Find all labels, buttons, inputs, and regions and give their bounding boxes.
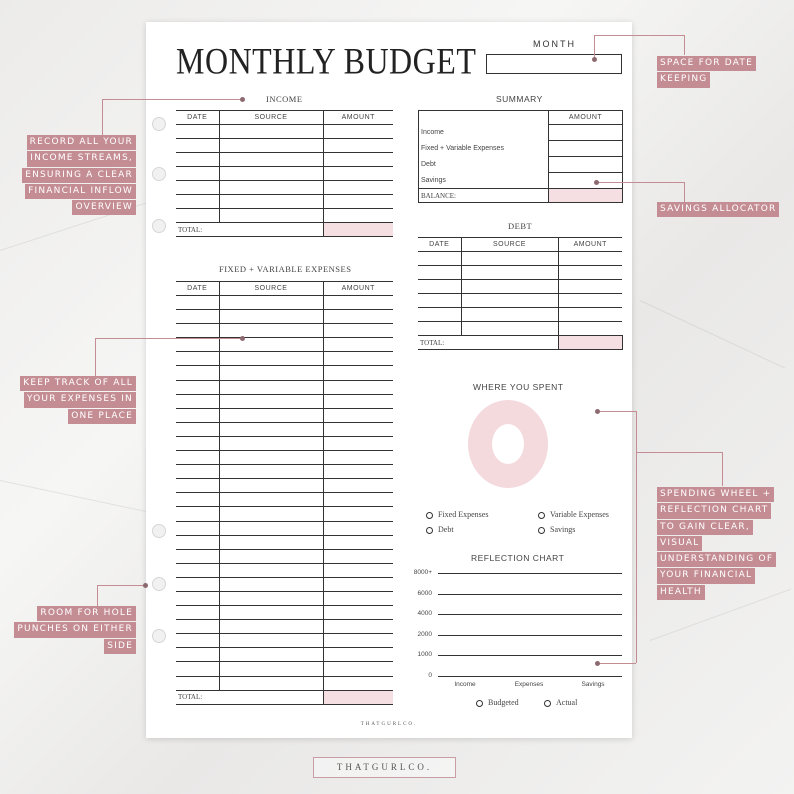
table-row[interactable] bbox=[176, 662, 393, 676]
spending-wheel bbox=[468, 400, 548, 488]
table-row[interactable] bbox=[176, 648, 393, 662]
punch-hole bbox=[152, 117, 166, 131]
table-row[interactable] bbox=[176, 591, 393, 605]
table-row[interactable] bbox=[176, 125, 393, 139]
table-row[interactable] bbox=[176, 606, 393, 620]
summary-income-field[interactable] bbox=[549, 125, 623, 141]
callout-line: UNDERSTANDING OF bbox=[657, 552, 776, 567]
callout-line: HEALTH bbox=[657, 585, 705, 600]
table-row[interactable] bbox=[176, 479, 393, 493]
table-row[interactable] bbox=[418, 252, 622, 266]
radio-circle-icon bbox=[538, 512, 545, 519]
expenses-title: FIXED + VARIABLE EXPENSES bbox=[219, 264, 352, 274]
callout-line: OVERVIEW bbox=[72, 200, 136, 215]
table-row[interactable] bbox=[176, 521, 393, 535]
debt-title: DEBT bbox=[508, 221, 533, 231]
summary-title: SUMMARY bbox=[496, 94, 543, 104]
legend-label: Actual bbox=[556, 698, 578, 707]
callout-line: RECORD ALL YOUR bbox=[27, 135, 136, 150]
summary-row-debt: Debt bbox=[419, 157, 549, 173]
table-row[interactable] bbox=[176, 549, 393, 563]
legend-savings[interactable] bbox=[538, 525, 575, 534]
budget-page bbox=[146, 22, 632, 738]
table-row[interactable] bbox=[176, 167, 393, 181]
table-row[interactable] bbox=[176, 352, 393, 366]
radio-circle-icon bbox=[426, 527, 433, 534]
punch-hole bbox=[152, 629, 166, 643]
summary-expenses-field[interactable] bbox=[549, 141, 623, 157]
callout-line: SAVINGS ALLOCATOR bbox=[657, 202, 779, 217]
summary-row-income: Income bbox=[419, 125, 549, 141]
table-row[interactable] bbox=[176, 577, 393, 591]
income-title: INCOME bbox=[266, 94, 303, 104]
radio-circle-icon bbox=[544, 700, 551, 707]
legend-variable-expenses[interactable] bbox=[538, 510, 609, 519]
expenses-header-amount: AMOUNT bbox=[323, 282, 393, 296]
callout-line: YOUR EXPENSES IN bbox=[24, 392, 136, 407]
callout-line: SPACE FOR DATE bbox=[657, 56, 756, 71]
expenses-header-source: SOURCE bbox=[219, 282, 323, 296]
callout-date bbox=[657, 56, 756, 89]
punch-hole bbox=[152, 524, 166, 538]
callout-income bbox=[20, 135, 136, 216]
callout-line: VISUAL bbox=[657, 536, 702, 551]
table-row[interactable] bbox=[176, 408, 393, 422]
table-row[interactable] bbox=[176, 181, 393, 195]
expenses-header-date: DATE bbox=[176, 282, 219, 296]
table-row[interactable] bbox=[176, 451, 393, 465]
legend-label: Debt bbox=[438, 525, 454, 534]
callout-line: PUNCHES ON EITHER bbox=[14, 622, 136, 637]
radio-circle-icon bbox=[476, 700, 483, 707]
y-tick-label: 1000 bbox=[417, 651, 432, 658]
callout-line: FINANCIAL INFLOW bbox=[25, 184, 136, 199]
table-row[interactable] bbox=[176, 507, 393, 521]
month-label: MONTH bbox=[533, 39, 576, 49]
income-header-amount: AMOUNT bbox=[323, 111, 393, 125]
callout-line: ENSURING A CLEAR bbox=[22, 168, 136, 183]
table-row[interactable] bbox=[418, 280, 622, 294]
table-row[interactable] bbox=[176, 195, 393, 209]
legend-label: Variable Expenses bbox=[550, 510, 609, 519]
legend-actual[interactable] bbox=[544, 698, 577, 707]
grid-line bbox=[438, 614, 622, 615]
summary-table bbox=[418, 110, 623, 203]
legend-label: Savings bbox=[550, 525, 576, 534]
callout-line: ONE PLACE bbox=[68, 409, 136, 424]
expenses-total-field[interactable] bbox=[323, 690, 393, 704]
y-tick-label: 2000 bbox=[417, 630, 432, 638]
y-tick-label: 6000 bbox=[417, 589, 432, 597]
callout-holes bbox=[14, 606, 136, 655]
table-row[interactable] bbox=[176, 324, 393, 338]
callout-spending bbox=[657, 487, 776, 601]
table-row[interactable] bbox=[176, 139, 393, 153]
legend-label: Fixed Expenses bbox=[438, 510, 489, 519]
expenses-total-label: TOTAL: bbox=[176, 690, 323, 704]
table-row[interactable] bbox=[176, 380, 393, 394]
callout-expenses bbox=[20, 376, 136, 425]
y-tick-label: 4000 bbox=[417, 610, 432, 617]
debt-header-amount: AMOUNT bbox=[558, 238, 622, 252]
table-row[interactable] bbox=[176, 535, 393, 549]
table-row[interactable] bbox=[418, 294, 622, 308]
brand-box: THATGURLCO. bbox=[313, 757, 456, 778]
summary-balance-field[interactable] bbox=[549, 189, 623, 203]
where-spent-title: WHERE YOU SPENT bbox=[473, 382, 564, 392]
income-total-field[interactable] bbox=[323, 223, 393, 237]
summary-row-savings: Savings bbox=[419, 173, 549, 189]
punch-hole bbox=[152, 219, 166, 233]
callout-line: REFLECTION CHART bbox=[657, 503, 771, 518]
summary-savings-field[interactable] bbox=[549, 173, 623, 189]
callout-savings bbox=[657, 202, 779, 218]
table-row[interactable] bbox=[418, 308, 622, 322]
grid-line bbox=[438, 573, 622, 574]
summary-header-amount: AMOUNT bbox=[549, 111, 623, 125]
callout-line: ROOM FOR HOLE bbox=[37, 606, 136, 621]
page-title: MONTHLY BUDGET bbox=[176, 40, 477, 82]
reflection-title: REFLECTION CHART bbox=[471, 553, 565, 563]
y-tick-label: 8000+ bbox=[413, 569, 432, 576]
y-tick-label: 0 bbox=[428, 671, 432, 679]
income-total-label: TOTAL: bbox=[176, 223, 323, 237]
legend-budgeted[interactable] bbox=[476, 698, 519, 707]
table-row[interactable] bbox=[176, 676, 393, 690]
table-row[interactable] bbox=[176, 338, 393, 352]
radio-circle-icon bbox=[538, 527, 545, 534]
month-field[interactable] bbox=[486, 54, 622, 74]
debt-total-label: TOTAL: bbox=[418, 336, 558, 350]
summary-row-expenses: Fixed + Variable Expenses bbox=[419, 141, 549, 157]
income-header-source: SOURCE bbox=[219, 111, 323, 125]
grid-line bbox=[438, 635, 622, 636]
grid-line bbox=[438, 594, 622, 595]
summary-balance-label: BALANCE: bbox=[419, 189, 549, 203]
callout-line: SIDE bbox=[104, 639, 136, 654]
debt-header-source: SOURCE bbox=[461, 238, 558, 252]
punch-hole bbox=[152, 167, 166, 181]
table-row[interactable] bbox=[418, 322, 622, 336]
punch-hole bbox=[152, 577, 166, 591]
legend-label: Budgeted bbox=[488, 698, 519, 707]
table-row[interactable] bbox=[176, 620, 393, 634]
table-row[interactable] bbox=[176, 394, 393, 408]
grid-line bbox=[438, 676, 622, 677]
brand-footer: THATGURLCO. bbox=[360, 722, 418, 727]
table-row[interactable] bbox=[176, 436, 393, 450]
expenses-table bbox=[176, 281, 393, 705]
income-header-date: DATE bbox=[176, 111, 219, 125]
grid-line bbox=[438, 655, 622, 656]
debt-header-date: DATE bbox=[418, 238, 461, 252]
legend-fixed-expenses[interactable] bbox=[426, 510, 488, 519]
table-row[interactable] bbox=[176, 465, 393, 479]
x-tick-label: Savings bbox=[581, 681, 605, 688]
table-row[interactable] bbox=[176, 310, 393, 324]
x-tick-label: Income bbox=[454, 681, 476, 688]
debt-total-field[interactable] bbox=[558, 336, 622, 350]
x-tick-label: Expenses bbox=[514, 681, 544, 688]
table-row[interactable] bbox=[176, 634, 393, 648]
income-table bbox=[176, 110, 393, 237]
summary-debt-field[interactable] bbox=[549, 157, 623, 173]
callout-line: KEEP TRACK OF ALL bbox=[20, 376, 136, 391]
table-row[interactable] bbox=[176, 153, 393, 167]
callout-line: YOUR FINANCIAL bbox=[657, 568, 755, 583]
callout-line: KEEPING bbox=[657, 72, 710, 87]
callout-line: SPENDING WHEEL + bbox=[657, 487, 774, 502]
table-row[interactable] bbox=[176, 493, 393, 507]
table-row[interactable] bbox=[418, 266, 622, 280]
callout-line: TO GAIN CLEAR, bbox=[657, 520, 753, 535]
radio-circle-icon bbox=[426, 512, 433, 519]
table-row[interactable] bbox=[176, 422, 393, 436]
table-row[interactable] bbox=[176, 296, 393, 310]
table-row[interactable] bbox=[176, 563, 393, 577]
table-row[interactable] bbox=[176, 209, 393, 223]
callout-line: INCOME STREAMS, bbox=[27, 151, 136, 166]
legend-debt[interactable] bbox=[426, 525, 454, 534]
debt-table bbox=[418, 237, 623, 350]
table-row[interactable] bbox=[176, 366, 393, 380]
